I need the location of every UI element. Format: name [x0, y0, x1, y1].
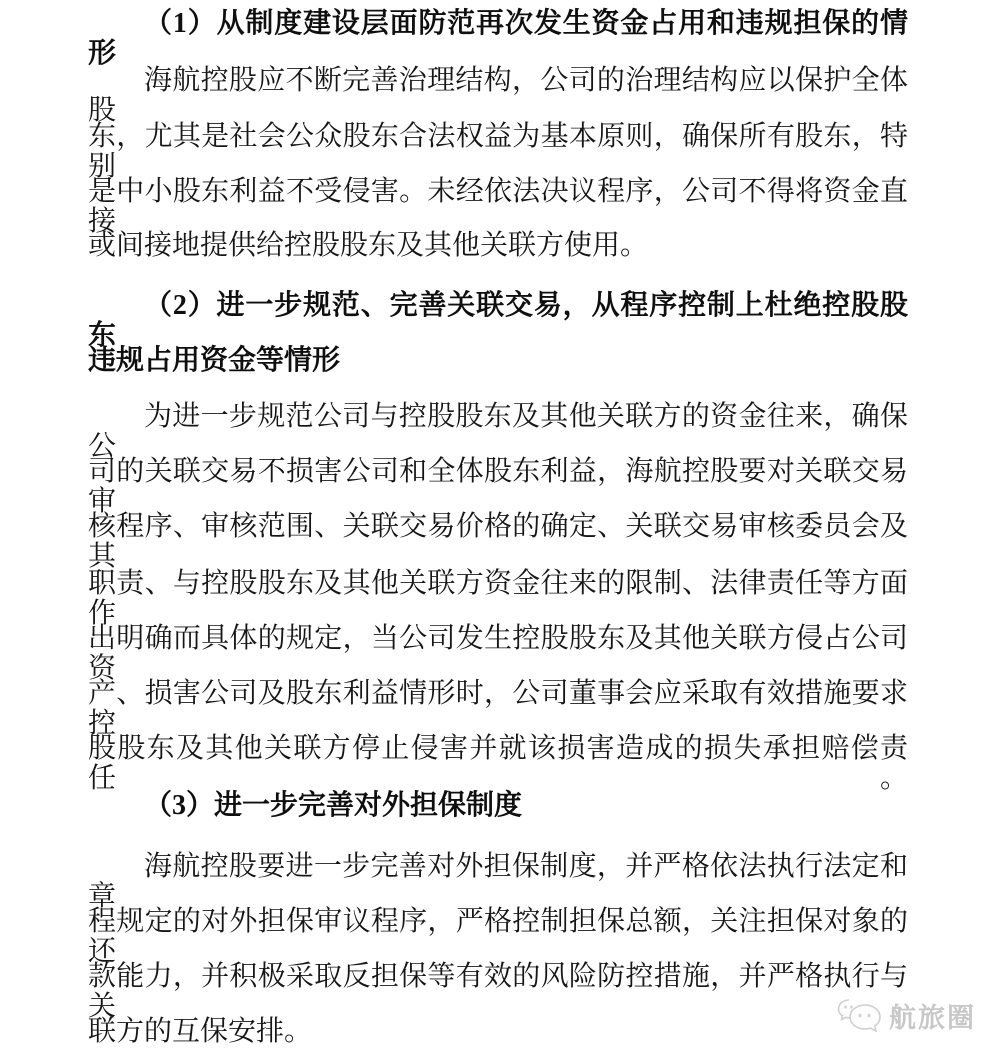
watermark-label: 航旅圈 — [889, 1003, 976, 1033]
paragraph-line: 司的关联交易不损害公司和全体股东利益，海航控股要对关联交易审 — [88, 456, 908, 517]
paragraph-line: 东，尤其是社会公众股东合法权益为基本原则，确保所有股东，特别 — [88, 121, 908, 182]
paragraph-line: 为进一步规范公司与控股股东及其他关联方的资金往来，确保公 — [88, 401, 908, 462]
section-heading: 违规占用资金等情形 — [88, 345, 341, 376]
section-heading: （1）从制度建设层面防范再次发生资金占用和违规担保的情形 — [88, 8, 908, 69]
section-heading: （3）进一步完善对外担保制度 — [144, 790, 523, 821]
paragraph-line: 出明确而具体的规定，当公司发生控股股东及其他关联方侵占公司资 — [88, 623, 908, 684]
paragraph-line: 核程序、审核范围、关联交易价格的确定、关联交易审核委员会及其 — [88, 511, 908, 572]
paragraph-line: 职责、与控股股东及其他关联方资金往来的限制、法律责任等方面作 — [88, 568, 908, 629]
paragraph-line: 产、损害公司及股东利益情形时，公司董事会应采取有效措施要求控 — [88, 678, 908, 739]
paragraph-line: 或间接地提供给控股股东及其他关联方使用。 — [88, 230, 649, 261]
paragraph-line: 股股东及其他关联方停止侵害并就该损害造成的损失承担赔偿责任。 — [88, 733, 908, 794]
section-heading: （2）进一步规范、完善关联交易，从程序控制上杜绝控股股东 — [88, 290, 908, 351]
paragraph-line: 款能力，并积极采取反担保等有效的风险防控措施，并严格执行与关 — [88, 961, 908, 1022]
paragraph-line: 海航控股应不断完善治理结构，公司的治理结构应以保护全体股 — [88, 65, 908, 126]
paragraph-line: 是中小股东利益不受侵害。未经依法决议程序，公司不得将资金直接 — [88, 176, 908, 237]
paragraph-line: 程规定的对外担保审议程序，严格控制担保总额，关注担保对象的还 — [88, 906, 908, 967]
paragraph-line: 联方的互保安排。 — [88, 1016, 313, 1047]
watermark — [836, 996, 976, 1035]
paragraph-line: 海航控股要进一步完善对外担保制度，并严格依法执行法定和章 — [88, 851, 908, 912]
wechat-bubbles-icon — [836, 997, 884, 1035]
